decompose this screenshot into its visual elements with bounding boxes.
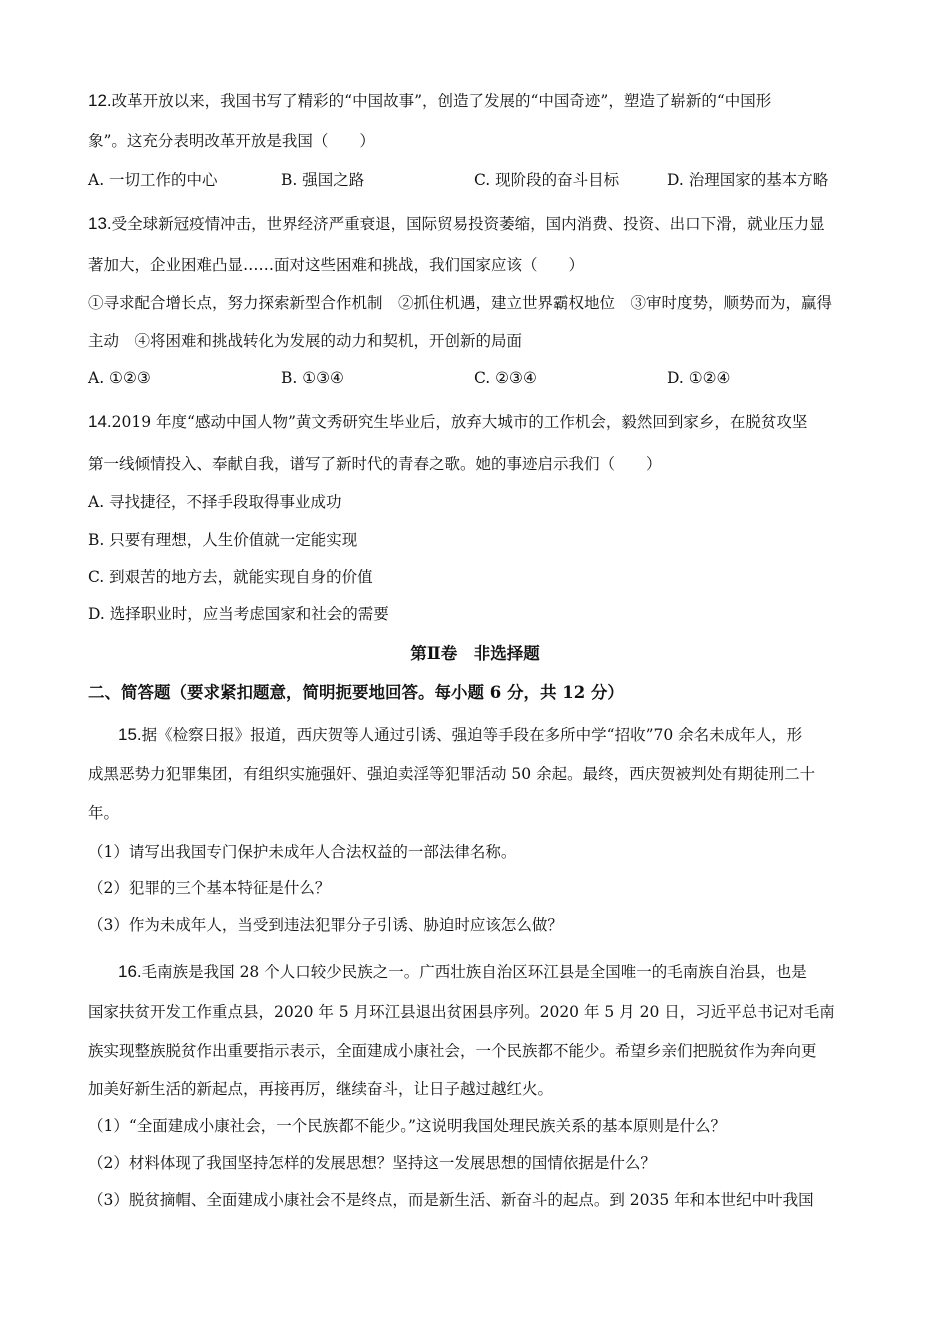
q13-option-c[interactable]: C. ②③④ (474, 369, 537, 387)
q14-option-b[interactable]: B. 只要有理想，人生价值就一定能实现 (88, 531, 358, 549)
q13-line2: 著加大，企业困难凸显……面对这些困难和挑战，我们国家应该（ ） (88, 256, 585, 274)
q16-line2: 国家扶贫开发工作重点县，2020 年 5 月环江县退出贫困县序列。2020 年 5 月 20 日，习近平总书记对毛南 (88, 1003, 835, 1021)
q13-line4: 主动 ④将困难和挑战转化为发展的动力和契机，开创新的局面 (88, 332, 523, 350)
q14-option-a[interactable]: A. 寻找捷径，不择手段取得事业成功 (88, 493, 342, 511)
q14-line1: 14.2019 年度“感动中国人物”黄文秀研究生毕业后，放弃大城市的工作机会，毅然回到家乡，在脱贫攻坚 (88, 412, 808, 431)
q15-line1: 15.据《检察日报》报道，西庆贺等人通过引诱、强迫等手段在多所中学“招收”70 余名未成年人，形 (118, 725, 803, 744)
q16-number: 16. (118, 962, 142, 981)
q16-sub2: （2）材料体现了我国坚持怎样的发展思想？坚持这一发展思想的国情依据是什么？ (88, 1154, 656, 1172)
q12-option-a[interactable]: A. 一切工作的中心 (88, 171, 218, 189)
part2-heading: 二、简答题（要求紧扣题意，简明扼要地回答。每小题 6 分，共 12 分） (88, 683, 624, 702)
q15-sub3: （3）作为未成年人，当受到违法犯罪分子引诱、胁迫时应该怎么做？ (88, 916, 563, 934)
q12-option-b[interactable]: B. 强国之路 (281, 171, 365, 189)
q12-option-d[interactable]: D. 治理国家的基本方略 (667, 171, 829, 189)
q13-option-d[interactable]: D. ①②④ (667, 369, 731, 387)
q13-number: 13. (88, 214, 112, 233)
q14-line2: 第一线倾情投入、奉献自我，谱写了新时代的青春之歌。她的事迹启示我们（ ） (88, 455, 662, 473)
q15-sub1: （1）请写出我国专门保护未成年人合法权益的一部法律名称。 (88, 843, 517, 861)
q12-number: 12. (88, 91, 112, 110)
q12-line1: 12.改革开放以来，我国书写了精彩的“中国故事”，创造了发展的“中国奇迹”，塑造了崭新的“中国形 (88, 91, 772, 110)
q13-option-b[interactable]: B. ①③④ (281, 369, 344, 387)
q15-line2: 成黑恶势力犯罪集团，有组织实施强奸、强迫卖淫等犯罪活动 50 余起。最终，西庆贺被判处有期徒刑二十 (88, 765, 816, 783)
q13-line1: 13.受全球新冠疫情冲击，世界经济严重衰退，国际贸易投资萎缩，国内消费、投资、出口下滑，就业压力显 (88, 214, 825, 233)
q13-option-a[interactable]: A. ①②③ (88, 369, 151, 387)
q16-sub1: （1）“全面建成小康社会，一个民族都不能少。”这说明我国处理民族关系的基本原则是什么？ (88, 1117, 726, 1135)
q16-line4: 加美好新生活的新起点，再接再厉，继续奋斗，让日子越过越红火。 (88, 1080, 554, 1098)
q16-line1: 16.毛南族是我国 28 个人口较少民族之一。广西壮族自治区环江县是全国唯一的毛南族自治县，也是 (118, 962, 807, 981)
q12-option-c[interactable]: C. 现阶段的奋斗目标 (474, 171, 620, 189)
section-title: 第Ⅱ卷 非选择题 (410, 644, 540, 663)
q14-option-c[interactable]: C. 到艰苦的地方去，就能实现自身的价值 (88, 568, 373, 586)
q16-line3: 族实现整族脱贫作出重要指示表示，全面建成小康社会，一个民族都不能少。希望乡亲们把脱贫作为奔向更 (88, 1042, 817, 1060)
q12-line2: 象”。这充分表明改革开放是我国（ ） (88, 132, 375, 150)
q15-sub2: （2）犯罪的三个基本特征是什么？ (88, 879, 331, 897)
q15-line3: 年。 (88, 804, 120, 822)
q14-number: 14. (88, 412, 112, 431)
q15-number: 15. (118, 725, 142, 744)
q16-sub3: （3）脱贫摘帽、全面建成小康社会不是终点，而是新生活、新奋斗的起点。到 2035 年和本世纪中叶我国 (88, 1191, 814, 1209)
q13-line3: ①寻求配合增长点，努力探索新型合作机制 ②抓住机遇，建立世界霸权地位 ③审时度势，顺势而为，赢得 (88, 294, 833, 312)
q14-option-d[interactable]: D. 选择职业时，应当考虑国家和社会的需要 (88, 605, 389, 623)
